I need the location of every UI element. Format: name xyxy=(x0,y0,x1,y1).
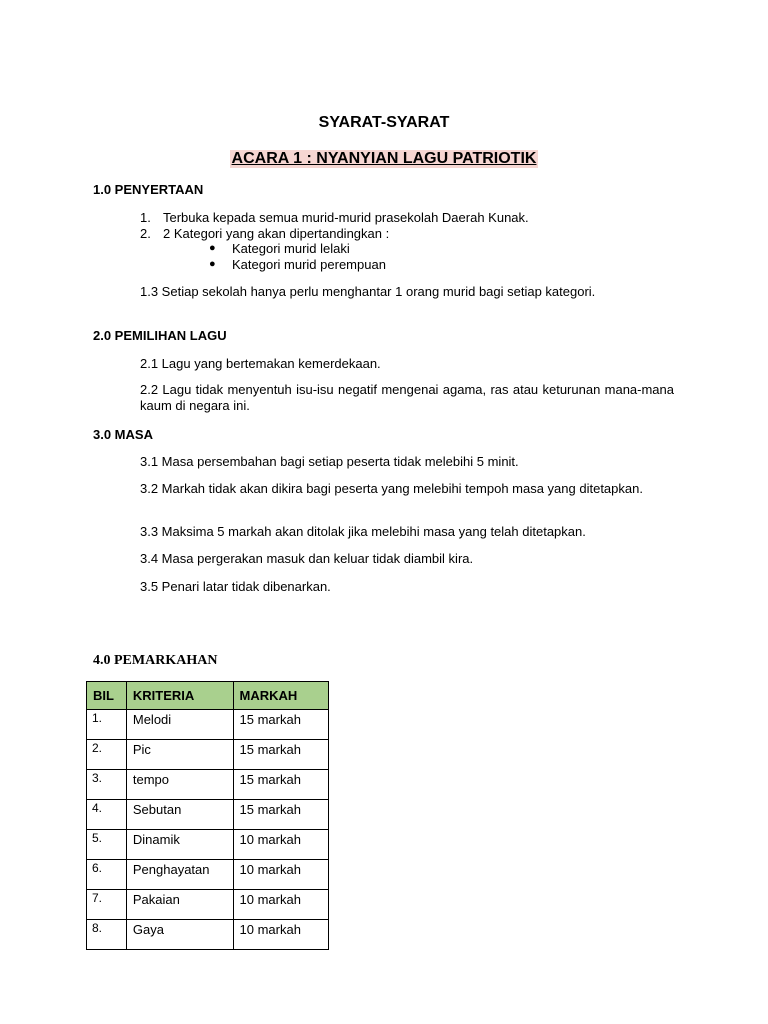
cell-kriteria: tempo xyxy=(126,770,233,800)
table-row xyxy=(87,800,329,830)
bullet-item xyxy=(209,257,509,273)
cell-bil: 4. xyxy=(87,800,127,830)
paragraph-3-1: 3.1 Masa persembahan bagi setiap peserta tidak melebihi 5 minit. xyxy=(140,454,519,469)
cell-kriteria: Melodi xyxy=(126,710,233,740)
table-row xyxy=(87,920,329,950)
cell-markah: 10 markah xyxy=(233,860,328,890)
cell-bil: 1. xyxy=(87,710,127,740)
header-bil: BIL xyxy=(87,682,127,710)
list-item-text: 2 Kategori yang akan dipertandingkan : xyxy=(163,226,390,241)
list-item xyxy=(140,210,680,226)
paragraph-3-3: 3.3 Maksima 5 markah akan ditolak jika melebihi masa yang telah ditetapkan. xyxy=(140,524,586,539)
cell-markah: 15 markah xyxy=(233,710,328,740)
paragraph-3-5: 3.5 Penari latar tidak dibenarkan. xyxy=(140,579,331,594)
paragraph-2-1: 2.1 Lagu yang bertemakan kemerdekaan. xyxy=(140,356,381,371)
cell-markah: 15 markah xyxy=(233,740,328,770)
paragraph-3-2: 3.2 Markah tidak akan dikira bagi peserta yang melebihi tempoh masa yang ditetapkan. xyxy=(140,481,643,496)
table-row xyxy=(87,740,329,770)
paragraph-1-3: 1.3 Setiap sekolah hanya perlu menghantar 1 orang murid bagi setiap kategori. xyxy=(140,284,596,299)
cell-markah: 15 markah xyxy=(233,770,328,800)
header-markah: MARKAH xyxy=(233,682,328,710)
bullet-text: Kategori murid lelaki xyxy=(232,241,350,256)
cell-bil: 7. xyxy=(87,890,127,920)
cell-kriteria: Penghayatan xyxy=(126,860,233,890)
table-row xyxy=(87,770,329,800)
table-row xyxy=(87,860,329,890)
cell-markah: 10 markah xyxy=(233,890,328,920)
cell-markah: 15 markah xyxy=(233,800,328,830)
event-title-wrap xyxy=(0,150,768,168)
cell-bil: 2. xyxy=(87,740,127,770)
cell-bil: 6. xyxy=(87,860,127,890)
list-item-number: 2. xyxy=(140,226,151,241)
event-title: ACARA 1 : NYANYIAN LAGU PATRIOTIK xyxy=(231,150,537,167)
table-row xyxy=(87,710,329,740)
cell-kriteria: Pic xyxy=(126,740,233,770)
cell-markah: 10 markah xyxy=(233,830,328,860)
section-4-heading: 4.0 PEMARKAHAN xyxy=(93,653,218,668)
table-header-row xyxy=(87,682,329,710)
cell-markah: 10 markah xyxy=(233,920,328,950)
cell-bil: 5. xyxy=(87,830,127,860)
table-row xyxy=(87,830,329,860)
list-item-number: 1. xyxy=(140,210,151,225)
bullet-icon: ● xyxy=(209,242,216,254)
list-item xyxy=(140,226,680,242)
cell-kriteria: Dinamik xyxy=(126,830,233,860)
cell-bil: 8. xyxy=(87,920,127,950)
paragraph-2-2: 2.2 Lagu tidak menyentuh isu-isu negatif mengenai agama, ras atau keturunan mana-mana kaum di negara ini. xyxy=(140,382,674,413)
list-item-text: Terbuka kepada semua murid-murid prasekolah Daerah Kunak. xyxy=(163,210,529,225)
cell-kriteria: Gaya xyxy=(126,920,233,950)
table-row xyxy=(87,890,329,920)
cell-kriteria: Pakaian xyxy=(126,890,233,920)
document-title: SYARAT-SYARAT xyxy=(318,114,450,131)
scoring-table xyxy=(86,681,329,950)
header-kriteria: KRITERIA xyxy=(126,682,233,710)
bullet-item xyxy=(209,241,509,257)
section-1-heading: 1.0 PENYERTAAN xyxy=(93,182,204,197)
bullet-icon: ● xyxy=(209,258,216,270)
section-3-heading: 3.0 MASA xyxy=(93,427,153,442)
cell-kriteria: Sebutan xyxy=(126,800,233,830)
section-2-heading: 2.0 PEMILIHAN LAGU xyxy=(93,328,227,343)
paragraph-3-4: 3.4 Masa pergerakan masuk dan keluar tidak diambil kira. xyxy=(140,551,474,566)
bullet-text: Kategori murid perempuan xyxy=(232,257,386,272)
cell-bil: 3. xyxy=(87,770,127,800)
